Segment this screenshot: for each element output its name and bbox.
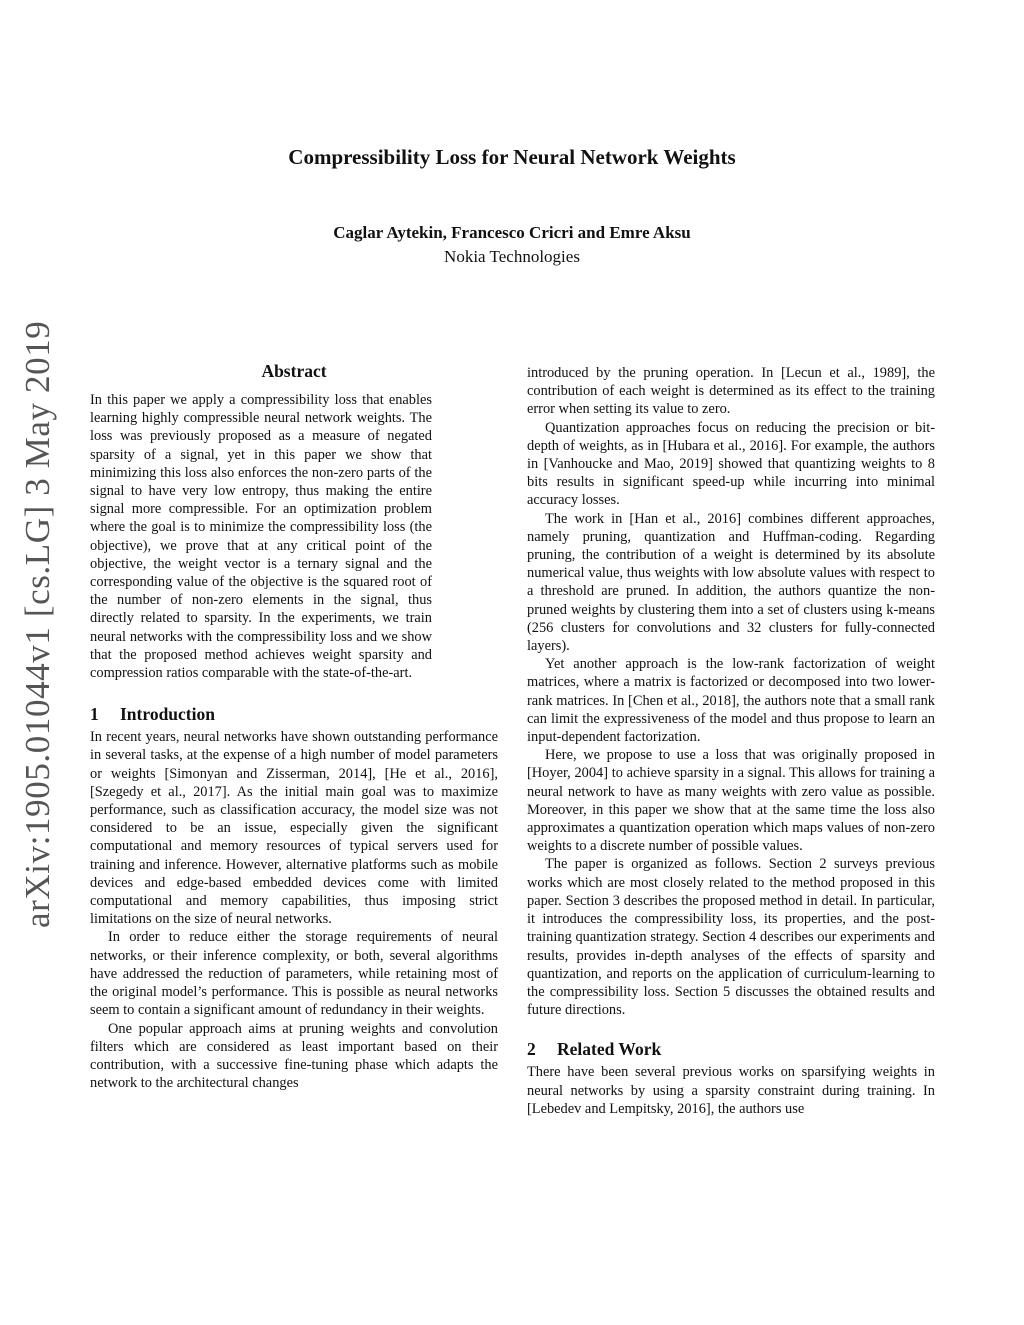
paragraph: Here, we propose to use a loss that was originally proposed in [Hoyer, 2004] to achieve sparsity in a signal. This allows for training a neural network to have as many weights with zero value as possible. Moreover, in this paper we show that at the same time the loss also approximates a quantization operation which maps values of non-zero weights to a discrete number of possible values. — [527, 747, 935, 855]
arxiv-identifier-stamp: arXiv:1905.01044v1 [cs.LG] 3 May 2019 — [18, 320, 57, 928]
paragraph: In recent years, neural networks have shown outstanding performance in several tasks, at the expense of a high number of model parameters or weights [Simonyan and Zisserman, 2014], [He et al., 2016], [Szegedy et al., 2017]. As the initial main goal was to maximize performance, such as classification accuracy, the model size was not considered to be an issue, especially given the significant computational and memory resources of typical servers used for training and inference. However, alternative platforms such as mobile devices and edge-based embedded devices come with limited computational and memory capabilities, thus imposing strict limitations on the size of neural networks. — [90, 729, 498, 928]
right-column — [527, 364, 935, 1118]
paragraph: The work in [Han et al., 2016] combines different approaches, namely pruning, quantization and Huffman-coding. Regarding pruning, the contribution of a weight is determined by its absolute numerical value, thus weights with low absolute values with respect to a threshold are pruned. In addition, the authors quantize the non-pruned weights by clustering them into a set of clusters using k-means (256 clusters for convolutions and 32 clusters for fully-connected layers). — [527, 510, 935, 655]
abstract-heading: Abstract — [261, 361, 327, 381]
section-title: Related Work — [557, 1039, 662, 1060]
section-heading-introduction — [90, 702, 498, 726]
paragraph: In order to reduce either the storage requirements of neural networks, or their inference complexity, or both, several algorithms have addressed the reduction of parameters, while retaining most of the original model’s performance. This is possible as neural networks seem to contain a significant amount of redundancy in their weights. — [90, 929, 498, 1019]
abstract-text: In this paper we apply a compressibility loss that enables learning highly compressible neural network weights. The loss was previously proposed as a measure of negated sparsity of a signal, yet in this paper we show that minimizing this loss also enforces the non-zero parts of the signal to have very low entropy, thus making the entire signal more compressible. For an optimization problem where the goal is to minimize the compressibility loss (the objective), we prove that at any critical point of the objective, the weight vector is a ternary signal and the corresponding value of the objective is the squared root of the number of non-zero elements in the signal, thus directly related to sparsity. In the experiments, we train neural networks with the compressibility loss and we show that the proposed method achieves weight sparsity and compression ratios comparable with the state-of-the-art. — [90, 392, 432, 682]
affiliation: Nokia Technologies — [444, 247, 580, 266]
section-heading-related-work — [527, 1037, 935, 1061]
paragraph: There have been several previous works on sparsifying weights in neural networks by using a sparsity constraint during training. In [Lebedev and Lempitsky, 2016], the authors use — [527, 1064, 935, 1117]
paragraph: Quantization approaches focus on reducing the precision or bit-depth of weights, as in [Hubara et al., 2016]. For example, the authors in [Vanhoucke and Mao, 2019] showed that quantizing weights to 8 bits results in significant speed-up while incurring into minimal accuracy losses. — [527, 419, 935, 509]
authors: Caglar Aytekin, Francesco Cricri and Emre Aksu — [333, 223, 691, 242]
section-title: Introduction — [120, 704, 215, 725]
paragraph: The paper is organized as follows. Section 2 surveys previous works which are most closely related to the method proposed in this paper. Section 3 describes the proposed method in detail. In particular, it introduces the compressibility loss, its properties, and the post-training quantization strategy. Section 4 describes our experiments and results, provides in-depth analyses of the effects of sparsity and quantization, and reports on the application of curriculum-learning to the compressibility loss. Section 5 discusses the obtained results and future directions. — [527, 856, 935, 1019]
paragraph: One popular approach aims at pruning weights and convolution filters which are considered as least important based on their contribution, with a successive fine-tuning phase which adapts the network to the architectural changes — [90, 1020, 498, 1092]
section-number: 1 — [90, 704, 99, 725]
left-column — [90, 360, 498, 1092]
section-number: 2 — [527, 1039, 536, 1060]
paragraph: Yet another approach is the low-rank factorization of weight matrices, where a matrix is factorized or decomposed into two lower-rank matrices. In [Chen et al., 2018], the authors note that a small rank can limit the expressiveness of the model and thus propose to learn an input-dependent factorization. — [527, 656, 935, 746]
paper-title: Compressibility Loss for Neural Network Weights — [288, 145, 736, 169]
paragraph: introduced by the pruning operation. In [Lecun et al., 1989], the contribution of each weight is determined as its effect to the training error when setting its value to zero. — [527, 365, 935, 418]
